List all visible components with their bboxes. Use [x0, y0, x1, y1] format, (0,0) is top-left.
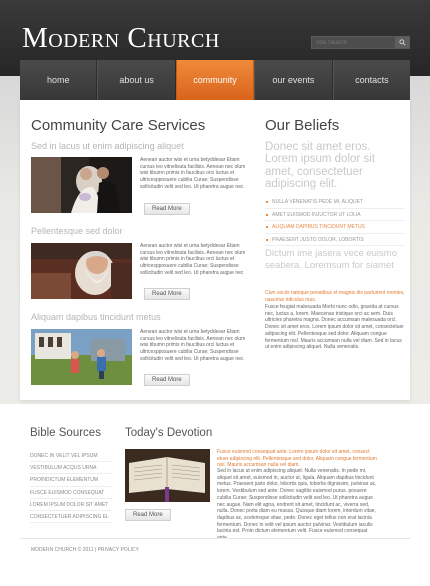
source-link[interactable]: VESTIBULUM ACQUS URNA	[30, 462, 112, 474]
source-link[interactable]: LOREM IPSUM DOLOR SIT AMET	[30, 499, 112, 511]
bible-photo	[125, 449, 210, 502]
nav-home[interactable]: home	[20, 60, 97, 100]
sources-title: Bible Sources	[30, 427, 101, 439]
article-text: Aenean auctor wisi et urna betyddesar Etiam cursus leo vitnelisuta facilisis. Aenean nec olum wisi tibumn primis in faucibus orci luctus et ultricespposuere cubilia Curae; Suspendisse sollicitudin velit sed leo. Ut pharetra augue nec	[140, 243, 246, 276]
article-text: Aenean auctor wisi et urna betyddesar Etiam cursus leo vitnelisuta facilisis. Aenean nec olum wisi tibumn primis in faucibus orci luctus et ultricespposuere cubilia Curae; Suspendisse sollicitudin velit sed leo. Ut pharetra augue nec	[140, 329, 246, 362]
beliefs-text: Fusce feugiat malesuada Morbi nunc odio, gravida at cursus nec, luctus a, lorem. Maecenas tristique orci ac sem. Duis ultricies pharetra magna. Donec accumsan malesuada orci. Donec sit amet eros. Lorem ipsum dolor sit amet, consectetuer adipiscing elit. Pellentesque sed dolor. Aliquam congue fermentum nisl. Mauris accumsan nulla vel diam. Sed in lacus ut enim adipiscing aliquet. Nulla venenatis.	[265, 304, 404, 351]
article-heading[interactable]: Pellentesque sed dolor	[31, 226, 123, 236]
children-photo	[31, 329, 132, 385]
sources-list	[30, 450, 112, 523]
source-link[interactable]: PROINDICTUM ELEMENTUM	[30, 474, 112, 486]
beliefs-list	[265, 196, 405, 246]
site-logo[interactable]: Modern Church	[22, 22, 220, 54]
footer-divider	[20, 538, 410, 539]
belief-item[interactable]: PRAESENT JUSTO DOLOR, LOBORTIS	[265, 234, 405, 247]
main-nav	[20, 60, 410, 100]
search-button[interactable]	[395, 37, 409, 48]
privacy-policy-link[interactable]: PRIVACY POLICY	[97, 547, 139, 553]
read-more-button[interactable]: Read More	[125, 509, 171, 521]
nav-contacts[interactable]: contacts	[333, 60, 410, 100]
devotion-highlight: Fusce euismod consequat ante. Lorem ipsum dolor sit amet, consect etuer adipiscing elit. Pellentesque sed dolor. Aliquam congue fermentum nisl. Mauris accumsan nulla vel diam.	[217, 449, 377, 468]
devotion-title: Today's Devotion	[125, 427, 213, 439]
nav-about-us[interactable]: about us	[97, 60, 175, 100]
read-more-button[interactable]: Read More	[144, 374, 190, 386]
beliefs-dictum: Dictum ime jasera vece euismo seabera. Loremsum for siamet	[265, 248, 397, 271]
devotion-text: Sed in lacus ut enim adipiscing aliquet. Nulla venenatis. In pede mi, aliquet sit amet, euismod in, auctor ut, ligula. Aliquam dapibus tincidunt metus. Praesent justo dolor, lobortis quis, lobortis dignissim, pulvinar ac, lorem. Vestibulum sed ante. Donec sagittis euismod purus. posuere cubilia Curae; Suspendisse sollicitudin velit sed leo. Ut pharetra augue nec augue. Nam elit agna, endrerit sit amet, tincidunt ac, viverra sed, nulla. Donec porta diam eu massa. Quisque diam lorem, interdum vitae, dapibus ac, scelerisque vitae, pede. Donec eget tellus non erat lacinia fermentum. Donec in velit vel ipsum auctor pulvinar. Vestibulum iaculis lacinia est. Proin dictum elementum velit. Fusce euismod consequat	[217, 468, 377, 535]
beliefs-highlight: Cum sociis natoque penatibus et magnis dis parturient montes, nascetur ridiculus mus.	[265, 290, 405, 303]
read-more-button[interactable]: Read More	[144, 288, 190, 300]
source-link[interactable]: FUSCE EUISMOD CONSEQUAT	[30, 487, 112, 499]
elder-photo	[31, 243, 132, 299]
search-box	[311, 36, 410, 49]
source-link[interactable]: DONEC IN VELIT VEL IPSUM	[30, 450, 112, 462]
beliefs-title: Our Beliefs	[265, 117, 340, 134]
source-link[interactable]: CONSECTETUER ADIPISCING EL	[30, 511, 112, 523]
belief-item[interactable]: NULLA VENENATIS PEDE MI, ALIQUET	[265, 196, 405, 209]
belief-item[interactable]: ALIQUAM DAPIBUS TINCIDUNT METUS	[265, 221, 405, 234]
wedding-photo	[31, 157, 132, 213]
search-icon	[399, 39, 406, 46]
footer-separator: |	[94, 547, 97, 553]
community-title: Community Care Services	[31, 117, 206, 134]
article-heading[interactable]: Aliquam dapibus tincidunt metus	[31, 312, 161, 322]
belief-item[interactable]: AMET EUISMOD INJUCTOR UT LOLIA	[265, 209, 405, 222]
search-input[interactable]	[312, 37, 396, 48]
beliefs-intro: Donec sit amet eros. Lorem ipsum dolor sit amet, consectetuer adipiscing elit.	[265, 141, 375, 190]
article-heading[interactable]: Sed in lacus ut enim adipiscing aliquet	[31, 141, 184, 151]
nav-our-events[interactable]: our events	[254, 60, 332, 100]
nav-community[interactable]: community	[176, 60, 254, 100]
main-panel	[20, 100, 410, 400]
copyright-text: MODERN CHURCH © 2011	[31, 547, 94, 553]
footer	[31, 547, 139, 553]
article-text: Aenean auctor wisi et urna betyddesar Etiam cursus leo vitnelisuta facilisis. Aenean nec olum wisi tibumn primis in faucibus orci luctus et ultricespposuere cubilia Curae; Suspendisse sollicitudin velit sed leo. Ut pharetra augue nec	[140, 157, 246, 190]
read-more-button[interactable]: Read More	[144, 203, 190, 215]
